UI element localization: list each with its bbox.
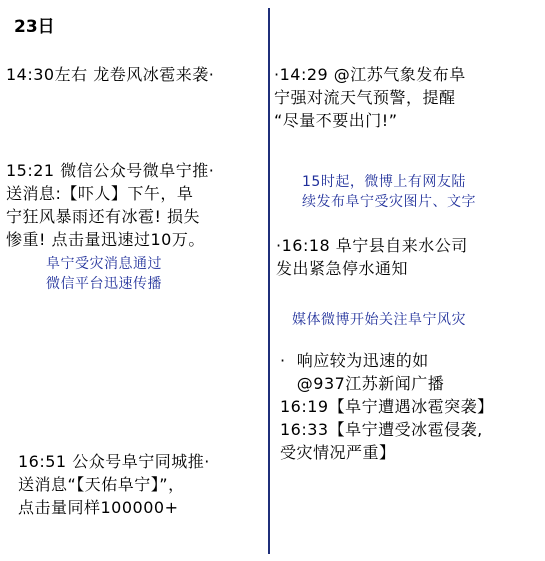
timeline-entry-right-1: ·14:29 @江苏气象发布阜 宁强对流天气预警，提醒 “尽量不要出门!”: [274, 65, 466, 130]
timeline-entry-left-2: 15:21 微信公众号微阜宁推· 送消息:【吓人】下午，阜 宁狂风暴雨还有冰雹! 损失 惨重! 点击量迅速过10万。: [6, 161, 215, 249]
annotation-left-1: 阜宁受灾消息通过 微信平台迅速传播: [46, 256, 162, 292]
timeline-entry-left-3: 16:51 公众号阜宁同城推· 送消息“【天佑阜宁】”， 点击量同样100000+: [18, 452, 210, 517]
timeline-entry-right-2: ·16:18 阜宁县自来水公司 发出紧急停水通知: [276, 236, 468, 278]
annotation-right-1: 15时起，微博上有网友陆 续发布阜宁受灾图片、文字: [302, 174, 476, 210]
timeline-entry-left-1: 14:30左右 龙卷风冰雹来袭·: [6, 65, 215, 84]
annotation-right-2: 媒体微博开始关注阜宁风灾: [292, 312, 466, 328]
timeline-divider: [268, 8, 270, 554]
date-label: 23日: [14, 17, 55, 37]
timeline-entry-right-3: · 响应较为迅速的如 @937江苏新闻广播 16:19【阜宁遭遇冰雹突袭】 16:33【阜宁遭受冰雹侵袭, 受灾情况严重】: [280, 351, 494, 462]
